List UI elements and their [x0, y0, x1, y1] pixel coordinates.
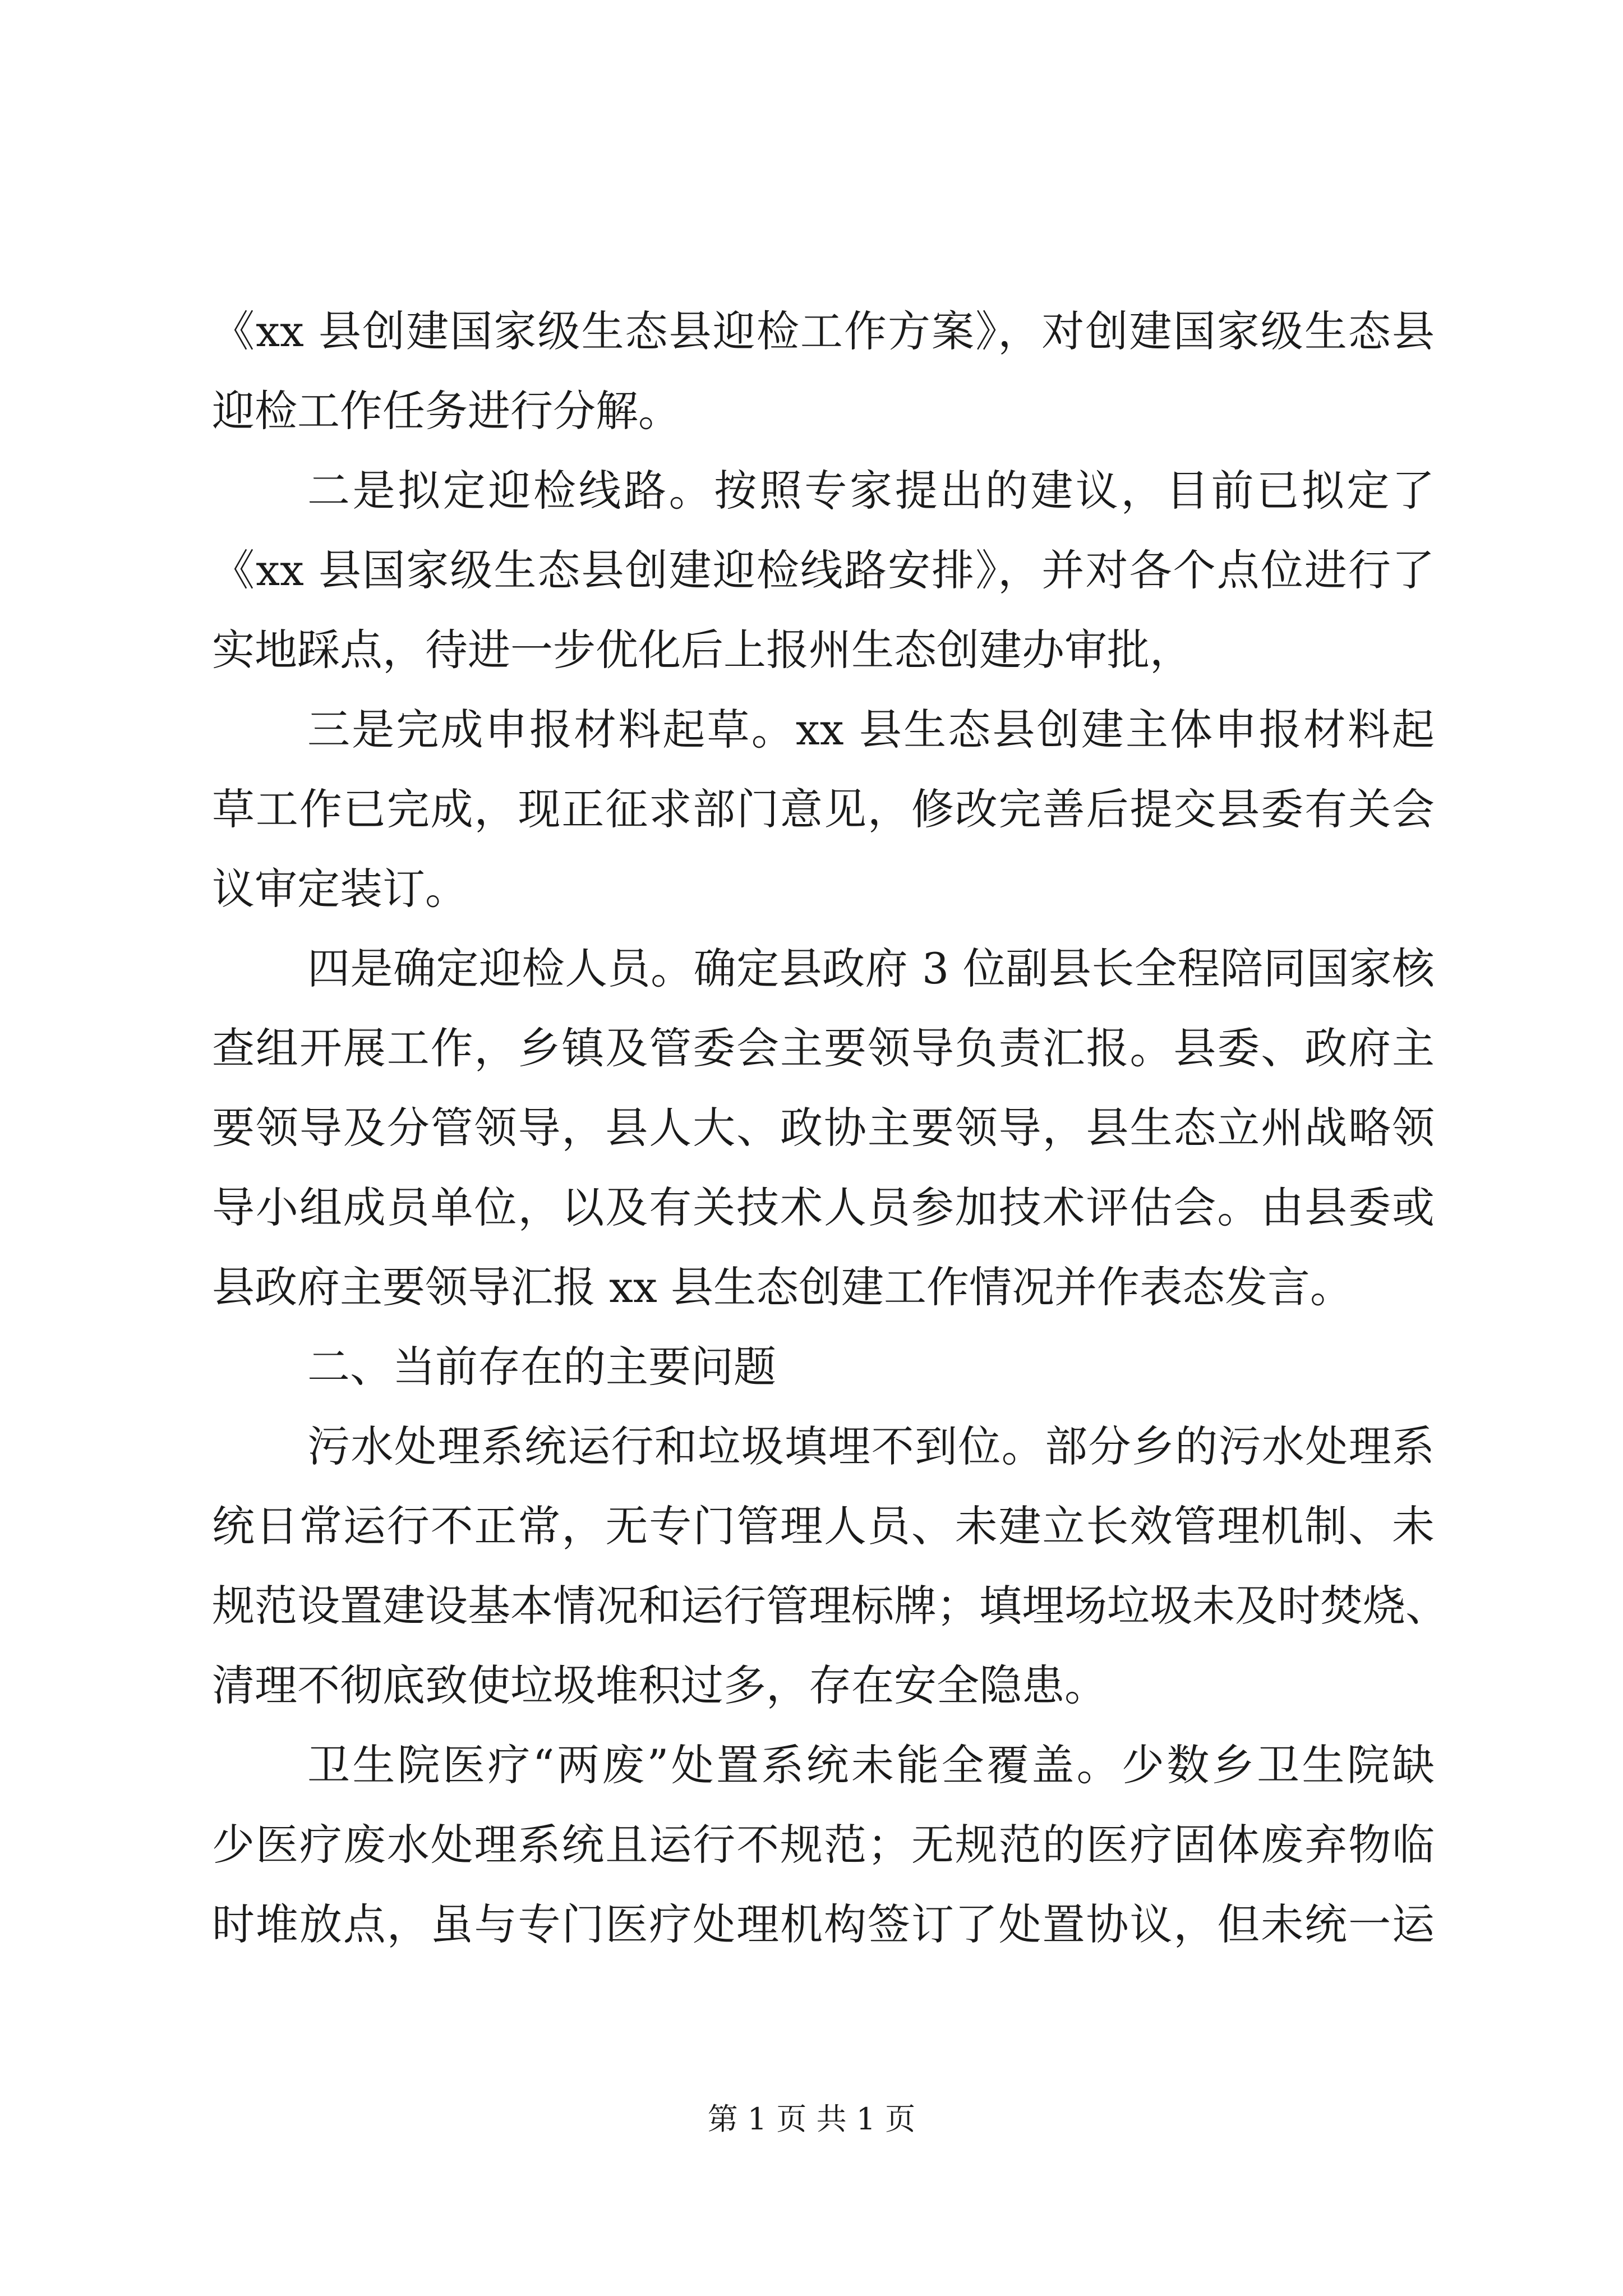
text-line: 迎检工作任务进行分解。	[212, 386, 681, 436]
text-line: 查组开展工作，乡镇及管委会主要领导负责汇报。县委、政府主	[212, 1023, 1435, 1073]
text-line: 少医疗废水处理系统且运行不规范；无规范的医疗固体废弃物临	[212, 1820, 1435, 1870]
text-line: 实地踩点，待进一步优化后上报州生态创建办审批，	[212, 625, 1192, 675]
text-line: 清理不彻底致使垃圾堆积过多，存在安全隐患。	[212, 1660, 1107, 1710]
text-line: 四是确定迎检人员。确定县政府 3 位副县长全程陪同国家核	[307, 944, 1435, 993]
text-line: 《xx 县创建国家级生态县迎检工作方案》，对创建国家级生态县	[212, 306, 1435, 356]
text-line: 县政府主要领导汇报 xx 县生态创建工作情况并作表态发言。	[212, 1262, 1353, 1312]
text-line: 导小组成员单位，以及有关技术人员参加技术评估会。由县委或	[212, 1182, 1435, 1232]
text-line: 要领导及分管领导，县人大、政协主要领导，县生态立州战略领	[212, 1103, 1435, 1153]
text-line: 污水处理系统运行和垃圾填埋不到位。部分乡的污水处理系	[307, 1421, 1435, 1471]
text-line: 时堆放点，虽与专门医疗处理机构签订了处置协议，但未统一运	[212, 1899, 1435, 1949]
text-line: 统日常运行不正常，无专门管理人员、未建立长效管理机制、未	[212, 1501, 1435, 1551]
text-line: 三是完成申报材料起草。xx 县生态县创建主体申报材料起	[307, 705, 1435, 754]
text-line: 《xx 县国家级生态县创建迎检线路安排》，并对各个点位进行了	[212, 545, 1435, 595]
text-line: 草工作已完成，现正征求部门意见，修改完善后提交县委有关会	[212, 784, 1435, 834]
text-line: 二是拟定迎检线路。按照专家提出的建议，目前已拟定了	[307, 466, 1435, 516]
page-footer: 第 1 页 共 1 页	[707, 2101, 916, 2137]
text-line: 规范设置建设基本情况和运行管理标牌；填埋场垃圾未及时焚烧、	[212, 1581, 1448, 1631]
document-body	[212, 292, 1448, 1964]
text-line: 卫生院医疗“两废”处置系统未能全覆盖。少数乡卫生院缺	[307, 1740, 1435, 1790]
text-line: 议审定装订。	[212, 864, 468, 914]
text-line: 二、当前存在的主要问题	[307, 1342, 776, 1392]
